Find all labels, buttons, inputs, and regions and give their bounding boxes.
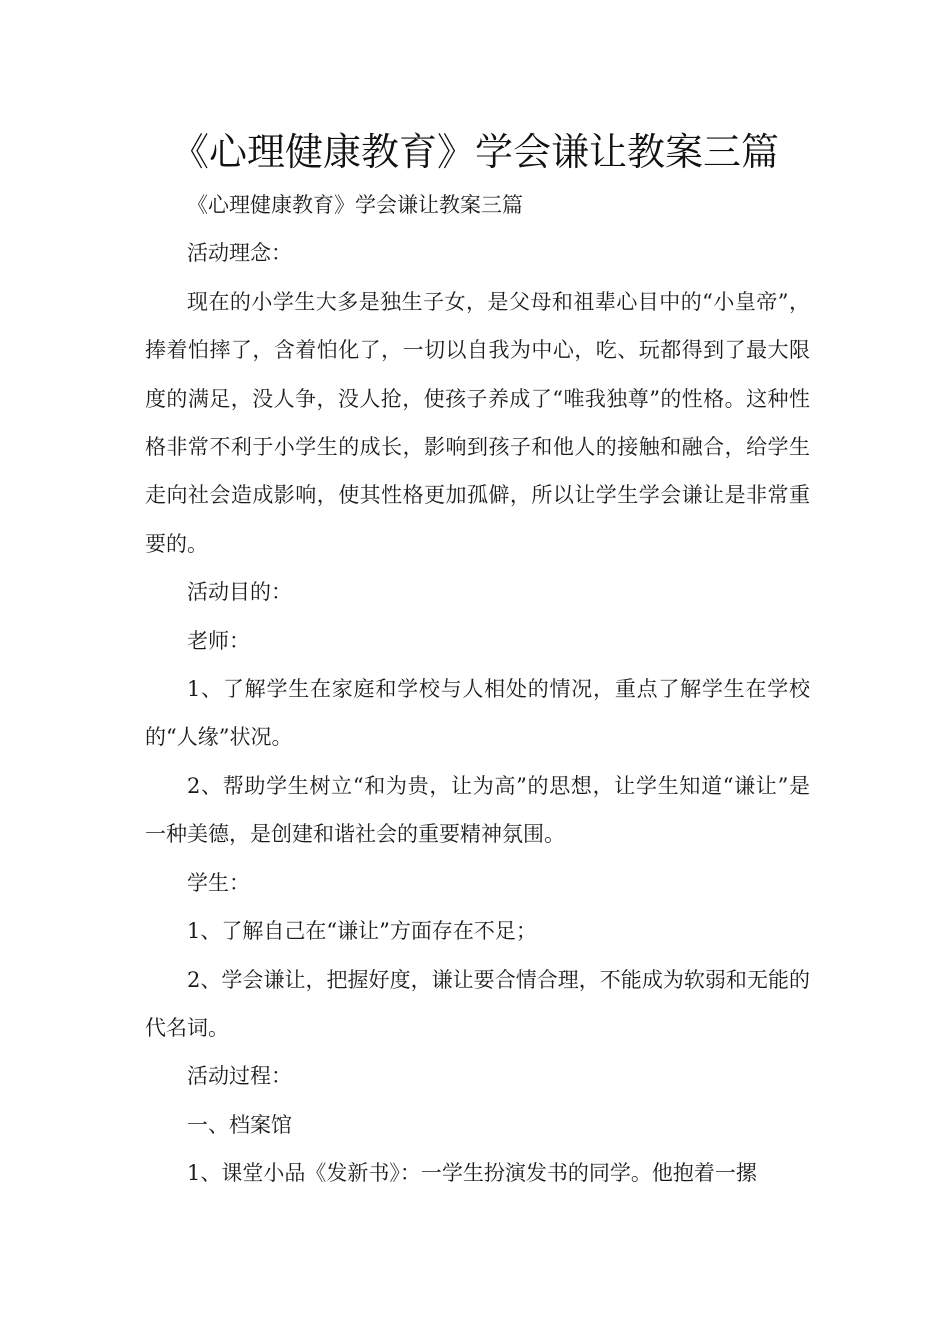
list-item-teacher-1: 1、了解学生在家庭和学校与人相处的情况，重点了解学生在学校的“人缘”状况。 [145, 677, 810, 750]
list-item-teacher-2: 2、帮助学生树立“和为贵，让为高”的思想，让学生知道“谦让”是一种美德，是创建和谐社会的重要精神氛围。 [145, 773, 810, 847]
subheading-student: 学生： [187, 870, 250, 895]
paragraph-activity-concept: 现在的小学生大多是独生子女，是父母和祖辈心目中的“小皇帝”，捧着怕摔了，含着怕化了，一切以自我为中心，吃、玩都得到了最大限度的满足，没人争，没人抢，使孩子养成了“唯我独尊”的性格。这种性格非常不利于小学生的成长，影响到孩子和他人的接触和融合，给学生走向社会造成影响，使其性格更加孤僻，所以让学生学会谦让是非常重要的。 [145, 289, 810, 556]
list-item-student-1: 1、了解自己在“谦让”方面存在不足； [187, 919, 537, 944]
document-title: 《心理健康教育》学会谦让教案三篇 [170, 130, 779, 174]
section-heading-activity-process: 活动过程： [187, 1064, 292, 1089]
section-heading-activity-concept: 活动理念： [187, 241, 292, 266]
subtitle-paragraph: 《心理健康教育》学会谦让教案三篇 [187, 193, 523, 217]
section-heading-activity-goal: 活动目的： [187, 580, 292, 605]
subheading-archive: 一、档案馆 [187, 1112, 292, 1137]
subheading-teacher: 老师： [187, 628, 250, 653]
list-item-process-1: 1、课堂小品《发新书》：一学生扮演发书的同学。他抱着一摞 [187, 1161, 757, 1186]
list-item-student-2: 2、学会谦让，把握好度，谦让要合情合理，不能成为软弱和无能的代名词。 [145, 967, 810, 1040]
document-body [145, 181, 810, 1198]
